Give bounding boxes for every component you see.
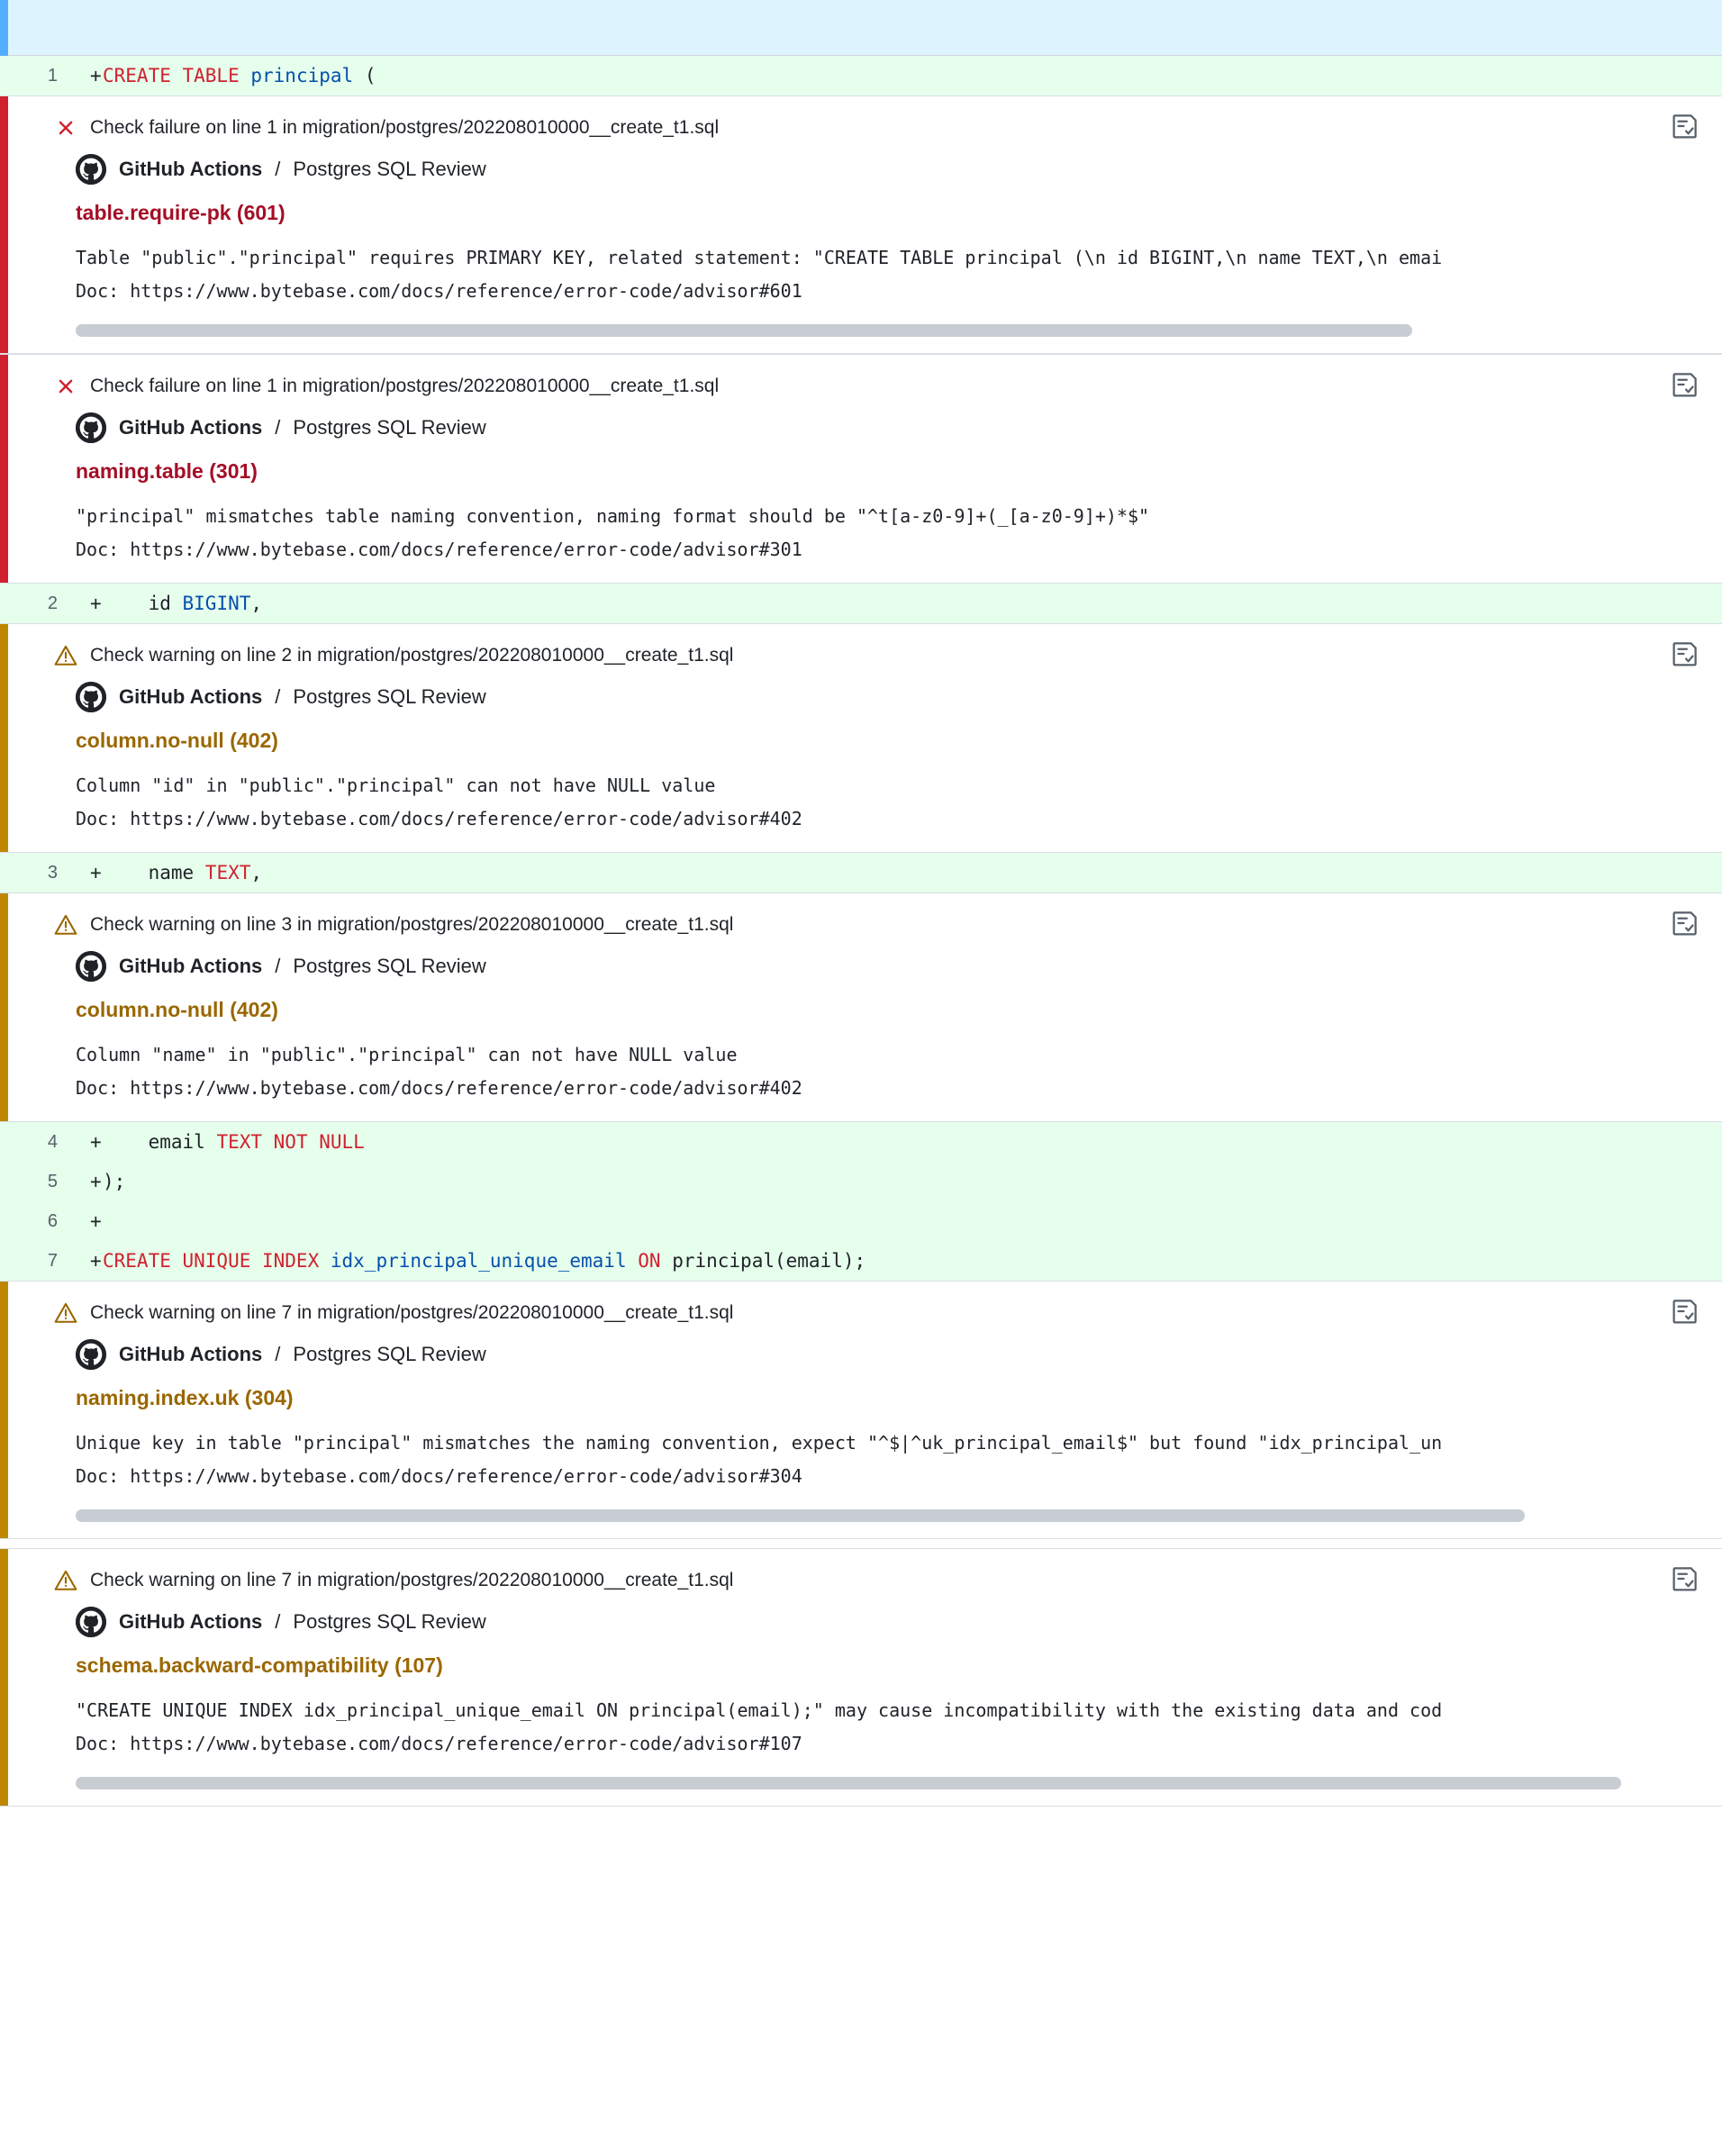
annotation-doc-link[interactable]: Doc: https://www.bytebase.com/docs/reference/error-code/advisor#107 [76,1733,802,1754]
horizontal-scrollbar[interactable] [76,324,1686,337]
alert-triangle-icon [54,1301,77,1325]
code-token: id [103,593,183,614]
check-annotation-error [0,95,1722,354]
diff-line-number: 5 [47,1172,58,1191]
annotation-message [76,1038,1695,1105]
check-annotation-error [0,354,1722,584]
github-mark-icon [76,154,106,185]
diff-line-marker: + [90,1210,102,1232]
code-token: email [103,1131,217,1153]
horizontal-scrollbar[interactable] [76,1509,1686,1522]
annotation-doc-link[interactable]: Doc: https://www.bytebase.com/docs/reference/error-code/advisor#402 [76,808,802,829]
x-icon [54,375,77,398]
github-mark-icon [76,1339,106,1370]
annotation-header [54,913,1695,937]
actor-name[interactable]: GitHub Actions [119,955,263,977]
diff-line-number: 4 [47,1132,58,1152]
annotation-headline: Check warning on line 2 in migration/postgres/202208010000__create_t1.sql [90,645,734,666]
alert-triangle-icon [54,1569,77,1592]
diff-header-band [0,0,1722,56]
code-token: principal [250,65,354,86]
annotation-actor [76,1339,1695,1370]
diff-line-code [103,1122,1722,1162]
diff-line[interactable] [0,1201,1722,1241]
diff-line-marker: + [90,593,102,614]
actor-name[interactable]: GitHub Actions [119,158,263,180]
checklist-note-icon[interactable] [1672,1298,1699,1325]
annotation-header [54,116,1695,140]
diff-line[interactable] [0,853,1722,892]
annotation-actor [76,154,1695,185]
annotation-header [54,1301,1695,1325]
annotation-message [76,500,1695,566]
annotation-headline: Check warning on line 7 in migration/postgres/202208010000__create_t1.sql [90,1570,734,1590]
annotation-message-text: Column "id" in "public"."principal" can not have NULL value [76,775,716,796]
check-run-name[interactable]: Postgres SQL Review [293,158,486,180]
code-token: ( [353,65,376,86]
github-mark-icon [76,1607,106,1637]
diff-line-marker: + [90,1131,102,1153]
actor-name[interactable]: GitHub Actions [119,685,263,708]
annotation-message-text: Column "name" in "public"."principal" can not have NULL value [76,1044,738,1065]
annotation-header [54,644,1695,667]
scrollbar-thumb[interactable] [76,324,1412,337]
x-icon [54,116,77,140]
checklist-note-icon[interactable] [1672,371,1699,398]
annotation-message-text: "principal" mismatches table naming convention, naming format should be "^t[a-z0-9]+(_[a-z0-9]+)*$" [76,505,1150,527]
actor-separator: / [275,685,281,708]
actor-separator: / [275,1343,281,1365]
code-token: , [250,593,263,614]
annotation-rule-title: naming.table (301) [76,459,258,483]
annotation-headline: Check failure on line 1 in migration/postgres/202208010000__create_t1.sql [90,117,720,138]
check-run-name[interactable]: Postgres SQL Review [293,955,486,977]
scrollbar-thumb[interactable] [76,1777,1621,1789]
annotation-headline: Check warning on line 7 in migration/postgres/202208010000__create_t1.sql [90,1302,734,1323]
checklist-note-icon[interactable] [1672,113,1699,140]
check-run-name[interactable]: Postgres SQL Review [293,685,486,708]
check-annotation-warning [0,892,1722,1122]
checklist-note-icon[interactable] [1672,640,1699,667]
annotation-message-text: Unique key in table "principal" mismatches the naming convention, expect "^$|^uk_principal_email$" but found "idx_principal_un [76,1432,1443,1454]
code-token: CREATE TABLE [103,65,251,86]
actor-separator: / [275,1610,281,1633]
code-token: CREATE UNIQUE INDEX [103,1250,331,1272]
annotation-rule-title: column.no-null (402) [76,998,278,1021]
diff-line-code [103,853,1722,892]
horizontal-scrollbar[interactable] [76,1777,1686,1789]
code-token: idx_principal_unique_email [330,1250,627,1272]
annotation-message [76,1427,1695,1493]
diff-content [0,56,1722,1807]
diff-line[interactable] [0,1122,1722,1162]
code-token: name [103,862,205,883]
diff-line-number: 1 [47,66,58,86]
annotation-headline: Check failure on line 1 in migration/postgres/202208010000__create_t1.sql [90,376,720,396]
github-mark-icon [76,951,106,982]
annotation-headline: Check warning on line 3 in migration/postgres/202208010000__create_t1.sql [90,914,734,935]
diff-line[interactable] [0,1241,1722,1281]
diff-line-number: 2 [47,593,58,613]
annotation-message-text: "CREATE UNIQUE INDEX idx_principal_unique_email ON principal(email);" may cause incompatibility with the existing data and cod [76,1699,1443,1721]
diff-left-rail [0,0,8,56]
code-token: principal(email); [672,1250,866,1272]
annotation-message [76,241,1695,308]
diff-line-number: 6 [47,1211,58,1231]
diff-line-code [103,1241,1722,1281]
code-token: , [250,862,263,883]
diff-line[interactable] [0,584,1722,623]
github-mark-icon [76,412,106,443]
annotation-doc-link[interactable]: Doc: https://www.bytebase.com/docs/reference/error-code/advisor#402 [76,1077,802,1099]
annotation-doc-link[interactable]: Doc: https://www.bytebase.com/docs/reference/error-code/advisor#301 [76,539,802,560]
alert-triangle-icon [54,913,77,937]
code-token: TEXT NOT NULL [216,1131,365,1153]
checklist-note-icon[interactable] [1672,1565,1699,1592]
diff-line-number: 7 [47,1251,58,1271]
diff-line-marker: + [90,1250,102,1272]
checklist-note-icon[interactable] [1672,910,1699,937]
annotation-doc-link[interactable]: Doc: https://www.bytebase.com/docs/reference/error-code/advisor#304 [76,1465,802,1487]
alert-triangle-icon [54,644,77,667]
annotation-header [54,375,1695,398]
scrollbar-thumb[interactable] [76,1509,1525,1522]
code-token: TEXT [204,862,251,883]
actor-name[interactable]: GitHub Actions [119,1343,263,1365]
annotation-rule-title: schema.backward-compatibility (107) [76,1653,443,1677]
code-token: BIGINT [182,593,251,614]
diff-line[interactable] [0,1162,1722,1201]
actor-separator: / [275,955,281,977]
annotation-rule-title: column.no-null (402) [76,729,278,752]
diff-line-number: 3 [47,863,58,883]
code-token: ON [626,1250,673,1272]
github-mark-icon [76,682,106,712]
diff-line[interactable] [0,56,1722,95]
check-annotation-warning [0,623,1722,853]
check-run-name[interactable]: Postgres SQL Review [293,416,486,439]
annotation-gap [0,1539,1722,1548]
annotation-message [76,1694,1695,1761]
annotation-actor [76,1607,1695,1637]
actor-separator: / [275,416,281,439]
check-run-name[interactable]: Postgres SQL Review [293,1610,486,1633]
diff-line-marker: + [90,65,102,86]
annotation-actor [76,951,1695,982]
diff-line-code [103,56,1722,95]
code-token: ); [103,1171,126,1192]
check-annotation-warning [0,1548,1722,1807]
diff-line-marker: + [90,862,102,883]
diff-line-code [103,584,1722,623]
diff-line-marker: + [90,1171,102,1192]
annotation-actor [76,682,1695,712]
actor-separator: / [275,158,281,180]
annotation-rule-title: table.require-pk (601) [76,201,285,224]
actor-name[interactable]: GitHub Actions [119,1610,263,1633]
check-run-name[interactable]: Postgres SQL Review [293,1343,486,1365]
annotation-rule-title: naming.index.uk (304) [76,1386,294,1409]
actor-name[interactable]: GitHub Actions [119,416,263,439]
diff-line-code [103,1162,1722,1201]
check-annotation-warning [0,1281,1722,1539]
annotation-doc-link[interactable]: Doc: https://www.bytebase.com/docs/reference/error-code/advisor#601 [76,280,802,302]
annotation-message [76,769,1695,836]
annotation-header [54,1569,1695,1592]
annotation-actor [76,412,1695,443]
annotation-message-text: Table "public"."principal" requires PRIMARY KEY, related statement: "CREATE TABLE principal (\n id BIGINT,\n name TEXT,\n emai [76,247,1443,268]
